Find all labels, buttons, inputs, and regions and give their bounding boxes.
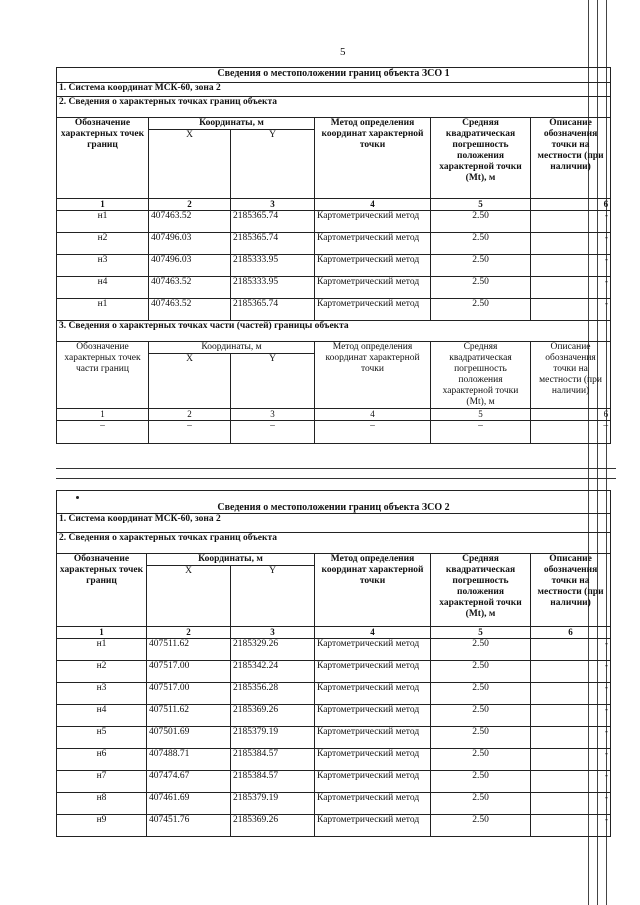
dash-cell: – [431, 421, 531, 444]
col-number: 1 [57, 409, 149, 421]
zso2-block [56, 490, 610, 837]
col-number: 1 [57, 627, 147, 639]
coord-x: 407501.69 [147, 727, 231, 749]
coord-y: 2185333.95 [231, 255, 315, 277]
col-number: 2 [147, 627, 231, 639]
table-row [57, 749, 611, 771]
coord-x: 407488.71 [147, 749, 231, 771]
zso2-table [56, 490, 611, 837]
point-id: н3 [57, 255, 149, 277]
separator-line [56, 468, 616, 469]
col-number: 2 [149, 409, 231, 421]
header-coords: Координаты, м [149, 118, 315, 130]
header-method: Метод определения координат характерной точки [315, 118, 431, 199]
table-row [57, 421, 611, 444]
col-number: 3 [231, 627, 315, 639]
point-id: н4 [57, 705, 147, 727]
description: - [531, 771, 611, 793]
description: - [531, 299, 611, 321]
description: - [531, 233, 611, 255]
coord-x: 407496.03 [149, 233, 231, 255]
point-id: н9 [57, 815, 147, 837]
point-id: н5 [57, 727, 147, 749]
table-row [57, 705, 611, 727]
header-desc: Описание обозначения точки на местности (при наличии) [531, 342, 611, 409]
description: - [531, 661, 611, 683]
header-desc: Описание обозначения точки на местности (при наличии) [531, 118, 611, 199]
coord-y: 2185384.57 [231, 771, 315, 793]
coord-y: 2185365.74 [231, 299, 315, 321]
description: - [531, 727, 611, 749]
col-number: 5 [431, 627, 531, 639]
col-number: 4 [315, 627, 431, 639]
mt-value: 2.50 [431, 815, 531, 837]
zso1-section1: 1. Система координат МСК-60, зона 2 [57, 83, 611, 97]
header-coords: Координаты, м [147, 554, 315, 566]
coord-x: 407463.52 [149, 277, 231, 299]
mt-value: 2.50 [431, 727, 531, 749]
mt-value: 2.50 [431, 705, 531, 727]
col-number: 4 [315, 199, 431, 211]
coord-x: 407511.62 [147, 639, 231, 661]
mt-value: 2.50 [431, 233, 531, 255]
point-id: н1 [57, 639, 147, 661]
point-id: н8 [57, 793, 147, 815]
header-desc: Описание обозначения точки на местности (при наличии) [531, 554, 611, 627]
coord-y: 2185369.26 [231, 705, 315, 727]
coord-x: 407517.00 [147, 661, 231, 683]
header-designation: Обозначение характерных точек границ [57, 554, 147, 627]
dash-cell: – [57, 421, 149, 444]
method: Картометрический метод [315, 771, 431, 793]
point-id: н2 [57, 661, 147, 683]
method: Картометрический метод [315, 277, 431, 299]
table-row [57, 793, 611, 815]
table-row [57, 661, 611, 683]
table-row [57, 233, 611, 255]
mt-value: 2.50 [431, 639, 531, 661]
coord-x: 407463.52 [149, 299, 231, 321]
method: Картометрический метод [315, 233, 431, 255]
coord-x: 407511.62 [147, 705, 231, 727]
col-number: 3 [231, 409, 315, 421]
mt-value: 2.50 [431, 299, 531, 321]
header-x: X [149, 354, 231, 409]
col-number: 4 [315, 409, 431, 421]
coord-x: 407463.52 [149, 211, 231, 233]
col-number: 6 [531, 627, 611, 639]
description: - [531, 639, 611, 661]
mt-value: 2.50 [431, 255, 531, 277]
header-x: X [147, 566, 231, 627]
col-number: 3 [231, 199, 315, 211]
coord-y: 2185369.26 [231, 815, 315, 837]
header-error: Средняя квадратическая погрешность положения характерной точки (Mt), м [431, 554, 531, 627]
mt-value: 2.50 [431, 277, 531, 299]
table-row [57, 255, 611, 277]
method: Картометрический метод [315, 683, 431, 705]
col-number: 2 [149, 199, 231, 211]
method: Картометрический метод [315, 727, 431, 749]
mt-value: 2.50 [431, 793, 531, 815]
zso1-section3: 3. Сведения о характерных точках части (частей) границы объекта [57, 321, 611, 342]
point-id: н2 [57, 233, 149, 255]
description: - [531, 749, 611, 771]
page-number: 5 [340, 46, 346, 58]
zso2-title: Сведения о местоположении границ объекта ЗСО 2 [57, 491, 611, 514]
coord-x: 407496.03 [149, 255, 231, 277]
table-row [57, 683, 611, 705]
dash-cell: – [531, 421, 611, 444]
col-number: 5 [431, 199, 531, 211]
coord-y: 2185365.74 [231, 233, 315, 255]
description: - [531, 211, 611, 233]
method: Картометрический метод [315, 815, 431, 837]
method: Картометрический метод [315, 299, 431, 321]
zso1-section2: 2. Сведения о характерных точках границ объекта [57, 97, 611, 118]
header-designation: Обозначение характерных точек части границ [57, 342, 149, 409]
table-row [57, 639, 611, 661]
table-row [57, 211, 611, 233]
method: Картометрический метод [315, 661, 431, 683]
dash-cell: – [149, 421, 231, 444]
dash-cell: – [231, 421, 315, 444]
description: - [531, 683, 611, 705]
header-method: Метод определения координат характерной точки [315, 554, 431, 627]
separator-line [56, 478, 616, 479]
header-y: Y [231, 566, 315, 627]
coord-x: 407451.76 [147, 815, 231, 837]
point-id: н1 [57, 299, 149, 321]
description: - [531, 277, 611, 299]
mt-value: 2.50 [431, 661, 531, 683]
point-id: н6 [57, 749, 147, 771]
zso1-table [56, 67, 611, 444]
method: Картометрический метод [315, 255, 431, 277]
coord-y: 2185379.19 [231, 793, 315, 815]
coord-y: 2185333.95 [231, 277, 315, 299]
zso1-title: Сведения о местоположении границ объекта ЗСО 1 [57, 68, 611, 83]
method: Картометрический метод [315, 749, 431, 771]
header-y: Y [231, 130, 315, 199]
table-row [57, 299, 611, 321]
coord-y: 2185379.19 [231, 727, 315, 749]
col-number: 5 [431, 409, 531, 421]
table-row [57, 277, 611, 299]
col-number: 1 [57, 199, 149, 211]
coord-x: 407517.00 [147, 683, 231, 705]
table-row [57, 771, 611, 793]
description: - [531, 793, 611, 815]
point-id: н1 [57, 211, 149, 233]
mt-value: 2.50 [431, 771, 531, 793]
coord-y: 2185384.57 [231, 749, 315, 771]
mt-value: 2.50 [431, 749, 531, 771]
method: Картометрический метод [315, 793, 431, 815]
mt-value: 2.50 [431, 683, 531, 705]
header-designation: Обозначение характерных точек границ [57, 118, 149, 199]
zso2-section1: 1. Система координат МСК-60, зона 2 [57, 514, 611, 533]
header-method: Метод определения координат характерной точки [315, 342, 431, 409]
header-coords: Координаты, м [149, 342, 315, 354]
zso2-section2: 2. Сведения о характерных точках границ объекта [57, 533, 611, 554]
method: Картометрический метод [315, 705, 431, 727]
mt-value: 2.50 [431, 211, 531, 233]
header-x: X [149, 130, 231, 199]
col-number: 6 [531, 199, 611, 211]
col-number: 6 [531, 409, 611, 421]
method: Картометрический метод [315, 639, 431, 661]
description: - [531, 255, 611, 277]
table-row [57, 815, 611, 837]
description: - [531, 705, 611, 727]
point-id: н3 [57, 683, 147, 705]
coord-y: 2185356.28 [231, 683, 315, 705]
coord-y: 2185365.74 [231, 211, 315, 233]
point-id: н4 [57, 277, 149, 299]
header-error: Средняя квадратическая погрешность положения характерной точки (Mt), м [431, 342, 531, 409]
coord-y: 2185342.24 [231, 661, 315, 683]
coord-y: 2185329.26 [231, 639, 315, 661]
description: - [531, 815, 611, 837]
zso1-block [56, 67, 610, 444]
point-id: н7 [57, 771, 147, 793]
coord-x: 407461.69 [147, 793, 231, 815]
dash-cell: – [315, 421, 431, 444]
method: Картометрический метод [315, 211, 431, 233]
table-row [57, 727, 611, 749]
header-y: Y [231, 354, 315, 409]
header-error: Средняя квадратическая погрешность положения характерной точки (Mt), м [431, 118, 531, 199]
coord-x: 407474.67 [147, 771, 231, 793]
